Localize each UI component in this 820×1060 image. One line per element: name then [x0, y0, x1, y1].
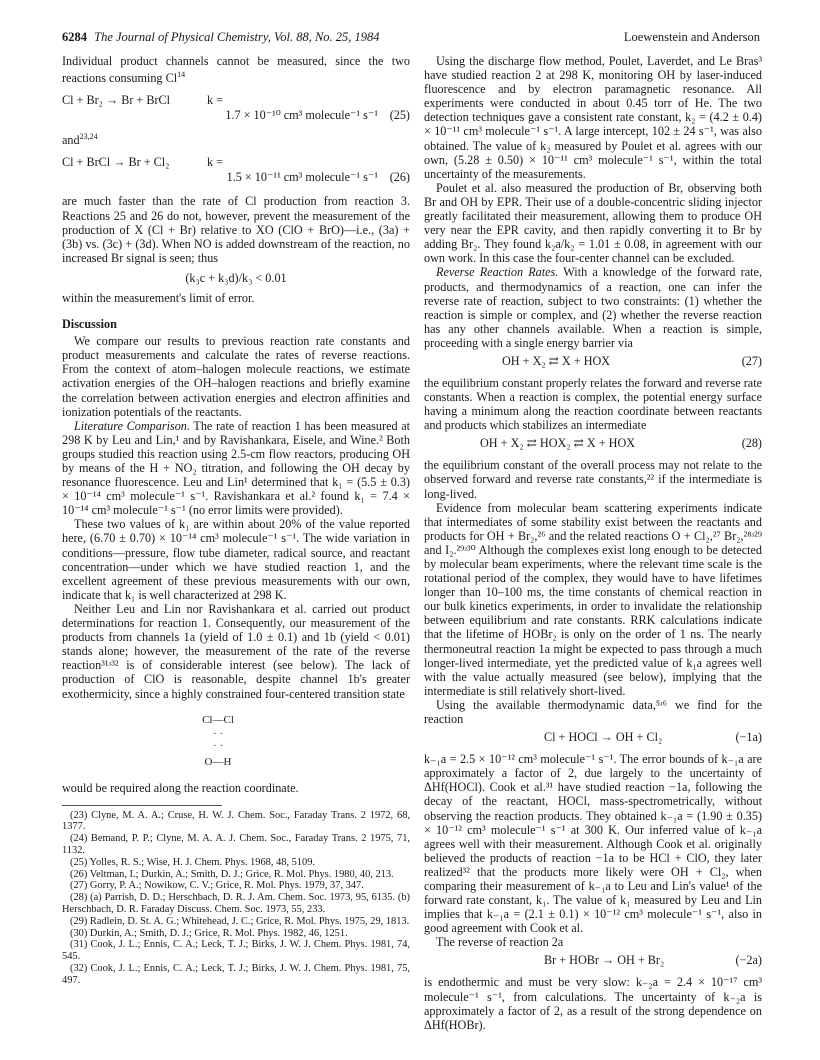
references [62, 810, 410, 987]
header-authors: Loewenstein and Anderson [623, 30, 760, 44]
left-column [62, 54, 410, 987]
left-paragraph-8: would be required along the reaction coordinate. [62, 780, 299, 795]
and-label: and$^{23,24}$ [62, 132, 98, 148]
left-paragraph-1: Individual product channels cannot be measured, since the two reactions consuming Cl$^{14}$ [62, 54, 410, 86]
equation-minus-1a: Cl + HOCl → OH + Cl₂ (−1a) [544, 730, 762, 745]
left-paragraph-3: within the measurement's limit of error. [62, 290, 255, 305]
ts-bottom-bond: O—H [204, 755, 232, 768]
journal-citation: The Journal of Physical Chemistry, Vol. 88, No. 25, 1984 [94, 30, 380, 44]
reference-item: (26) Veltman, I.; Durkin, A.; Smith, D. J.; Grice, R. Mol. Phys. 1980, 40, 213. [70, 868, 394, 880]
transition-state-diagram [62, 709, 410, 773]
right-paragraph-1: Using the discharge flow method, Poulet, Laverdet, and Le Bras³ have studied reaction 2 at 298 K, monitoring OH by laser-induced fluorescence and by electron paramagnetic resonance. All experiments were conducted in about 0.45 torr of He. The two detection techniques gave a consistent rate constant, k₂ = (4.2 ± 0.4) × 10⁻¹¹ cm³ molecule⁻¹ s⁻¹. A large intercept, 102 ± 24 s⁻¹, was also obtained. The value of k₂ measured by Poulet et al. agrees with our own, (5.28 ± 0.50) × 10⁻¹¹ cm³ molecule⁻¹ s⁻¹, within the total uncertainty of the measurements. [424, 54, 762, 181]
reference-item: (23) Clyne, M. A. A.; Cruse, H. W. J. Chem. Soc., Faraday Trans. 2 1972, 68, 1377. [62, 809, 410, 833]
equation-26-line-1: Cl + BrCl → Br + Cl₂ k = [62, 155, 224, 170]
equation-25-line-1: Cl + Br₂ → Br + BrCl k = [62, 93, 224, 108]
reference-item: (29) Radlein, D. St. A. G.; Whitehead, J. C.; Grice, R. Mol. Phys. 1975, 29, 1813. [70, 915, 410, 927]
right-paragraph-8: k₋₁a = 2.5 × 10⁻¹² cm³ molecule⁻¹ s⁻¹. The error bounds of k₋₁a are approximately a factor of 2, due largely to the uncertainty of ΔHf(HOCl). Cook et al.³¹ have studied reaction −1a, following the decay of the reactant, HOCl, mass-spectrometrically, without observing the reaction products. They obtained k₋₁a = (1.90 ± 0.35) × 10⁻¹² cm³ molecule⁻¹ s⁻¹ at 300 K. Our inferred value of k₋₁a agrees well with their measurement. Although Cook et al. originally believed the products of reaction −1a to be HCl + ClO, they later realized³² that the products more likely were OH + Cl₂, when comparing their measurement of k₋₁a to Leu and Lin's value¹ of the forward rate constant, k₁. The value of k₁ measured by Leu and Lin implies that k₋₁a = (2.1 ± 0.1) × 10⁻¹² cm³ molecule⁻¹ s⁻¹, also in good agreement with Cook et al. [424, 752, 762, 936]
left-paragraph-7: Neither Leu and Lin nor Ravishankara et al. carried out product determinations for reaction 1. Consequently, our measurement of the products from channels 1a (yield of 1.0 ± 0.1) and 1b (yield < 0.01) stands alone; however, the measurement of the rate of the reverse reaction³¹ʴ³² is of considerable interest (see below). The lack of production of ClO is reasonable, despite channel 1b's greater exothermicity, since a highly constrained four-centered transition state [62, 601, 410, 701]
reference-item: (31) Cook, J. L.; Ennis, C. A.; Leck, T. J.; Birks, J. W. J. Chem. Phys. 1981, 74, 545. [62, 939, 410, 963]
footnote-rule [62, 805, 222, 806]
reference-item: (25) Yolles, R. S.; Wise, H. J. Chem. Phys. 1968, 48, 5109. [70, 856, 316, 868]
right-paragraph-4: the equilibrium constant properly relates the forward and reverse rate constants. When a reaction is complex, the potential energy surface having a minimum along the reaction coordinate between reactants and products which stabilizes an intermediate [424, 375, 762, 433]
reference-item: (28) (a) Parrish, D. D.; Herschbach, D. R. J. Am. Chem. Soc. 1973, 95, 6135. (b) Herschbach, D. R. Faraday Discuss. Chem. Soc. 1973, 55, 233. [62, 892, 410, 916]
discussion-heading: Discussion [62, 317, 117, 332]
equation-28: OH + X₂ ⇄ HOX₂ ⇄ X + HOX (28) [480, 436, 762, 451]
right-paragraph-9: The reverse of reaction 2a [436, 935, 564, 950]
equation-26-line-2: 1.5 × 10⁻¹¹ cm³ molecule⁻¹ s⁻¹ (26) [226, 170, 410, 185]
right-paragraph-3: Reverse Reaction Rates. With a knowledge of the forward rate, products, and thermodynamics of a reaction, one can infer the reverse rate of reaction, subject to two constraints: (1) whether the reaction is simple or complex, and (2) whether the reverse reaction has any other channels available. When a reaction is simple, proceeding with a single energy barrier via [424, 265, 762, 350]
page-number: 6284 [62, 30, 87, 44]
running-header [62, 30, 760, 46]
equation-minus-2a: Br + HOBr → OH + Br₂ (−2a) [544, 953, 762, 968]
right-paragraph-10: is endothermic and must be very slow: k₋₂a = 2.4 × 10⁻¹⁷ cm³ molecule⁻¹ s⁻¹, from calculations. The uncertainty of k₋₂a is approximately a factor of 2, as a result of the strong dependence on ΔHf(HOBr). [424, 975, 762, 1032]
left-paragraph-5: Literature Comparison. The rate of reaction 1 has been measured at 298 K by Leu and Lin,¹ and by Ravishankara, Eisele, and Wine.² Both groups studied this reaction using 2.5-cm flow reactors, producing OH by means of the H + NO₂ titration, and following the OH decay by resonance fluorescence. Leu and Lin¹ determined that k₁ = (5.5 ± 0.3) × 10⁻¹⁴ cm³ molecule⁻¹ s⁻¹. Ravishankara et al.² found k₁ = 7.4 × 10⁻¹⁴ cm³ molecule⁻¹ s⁻¹ (no error limits were provided). [62, 418, 411, 518]
ts-top-bond: Cl—Cl [202, 713, 234, 726]
right-paragraph-2: Poulet et al. also measured the production of Br, observing both Br and OH by EPR. Their use of a double-concentric sliding injector greatly facilitated their measurement, allowing them to produce OH very near the EPR cavity, and then rapidly converting it to Br by adding Br₂. They found k₂a/k₂ = 1.01 ± 0.08, in agreement with our own work. In this case the four-center channel can be excluded. [424, 180, 762, 266]
right-paragraph-6: Evidence from molecular beam scattering experiments indicate that intermediates of some stability exist between the reactants and products for OH + Br₂,²⁶ and the related reactions O + Cl₂,²⁷ Br₂,²⁸ʴ²⁹ and I₂.²⁹ʴ³⁰ Although the complexes exist long enough to be detected by molecular beam experiments, where the relevant time scale is the rotational period of the complex, they would have to have lifetimes longer than 10–100 ms, the time constants of chemical reaction in our bulk kinetics experiments, in order to invalidate the relationship between equilibrium and rate constants. RRK calculations indicate that the lifetime of HOBr₂ is only on the order of 1 ns. The nearly thermoneutral reaction 1a might be expected to pass through a much longer-lived intermediate, yet the predicted value of k₁a agrees well with the value actually measured (see below), implying that the intermediate is still relatively short-lived. [424, 500, 762, 698]
reference-item: (30) Durkin, A.; Smith, D. J.; Grice, R. Mol. Phys. 1982, 46, 1251. [70, 927, 348, 939]
reference-item: (32) Cook, J. L.; Ennis, C. A.; Leck, T. J.; Birks, J. W. J. Chem. Phys. 1981, 75, 497. [62, 963, 410, 986]
right-paragraph-7: Using the available thermodynamic data,⁵ʴ⁶ we find for the reaction [424, 697, 762, 727]
inequality: (k₃c + k₃d)/k₃ < 0.01 [185, 270, 287, 285]
reference-item: (24) Bemand, P. P.; Clyne, M. A. A. J. Chem. Soc., Faraday Trans. 2 1975, 71, 1132. [62, 833, 410, 857]
right-column [424, 54, 762, 1032]
right-paragraph-5: the equilibrium constant of the overall process may not relate to the observed forward and reverse rate constants,²² if the intermediate is long-lived. [424, 458, 762, 501]
left-paragraph-6: These two values of k₁ are within about 20% of the value reported here, (6.70 ± 0.70) × 10⁻¹⁴ cm³ molecule⁻¹ s⁻¹. The wide variation in conditions—pressure, flow tube diameter, radical source, and reactant concentration—under which we have studied reaction 1, and the excellent agreement of these previous measurements with our own, indicate that k₁ is well characterized at 298 K. [62, 517, 410, 602]
equation-27: OH + X₂ ⇄ X + HOX (27) [502, 353, 762, 368]
ts-dots-2: · · [212, 739, 224, 752]
equation-25-line-2: 1.7 × 10⁻¹⁰ cm³ molecule⁻¹ s⁻¹ (25) [225, 108, 410, 123]
left-paragraph-2: are much faster than the rate of Cl production from reaction 3. Reactions 25 and 26 do not, however, prevent the measurement of the production of X (Cl + Br) relative to XO (ClO + BrO)—i.e., (3a) + (3b) vs. (3c) + (3d). When NO is added downstream of the reaction, no increased Br signal is seen; thus [62, 194, 410, 265]
left-paragraph-4: We compare our results to previous reaction rate constants and product measurements and calculate the rates of reverse reactions. From the context of atom–halogen molecule reactions, we estimate activation energies of the OH–halogen reactions and briefly examine the correlation between activation energies and electron affinities and ionization potentials of the reactants. [62, 334, 410, 419]
reference-item: (27) Gorry, P. A.; Nowikow, C. V.; Grice, R. Mol. Phys. 1979, 37, 347. [70, 880, 364, 892]
ts-dots-1: · · [212, 727, 224, 740]
header-left [62, 30, 380, 45]
